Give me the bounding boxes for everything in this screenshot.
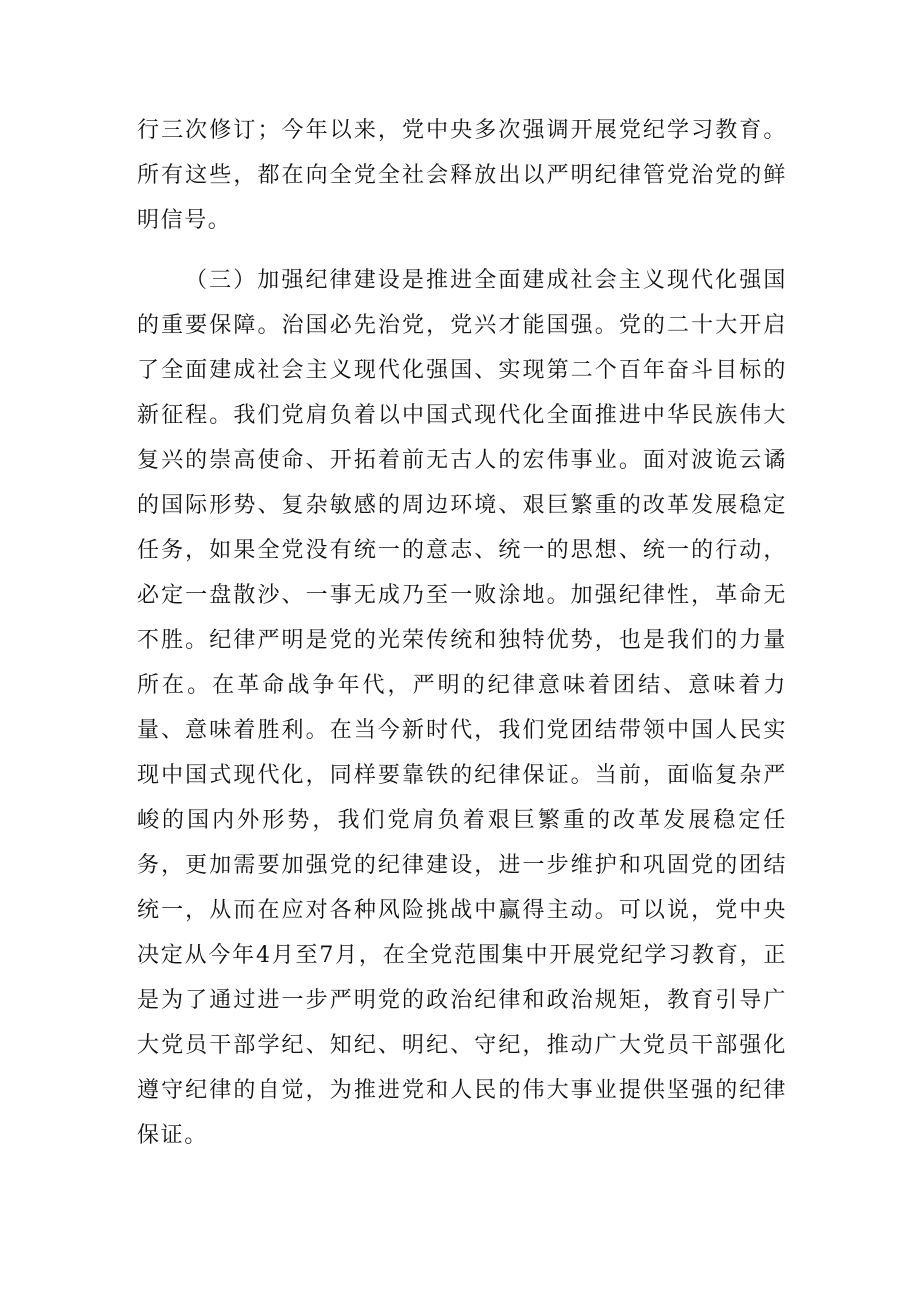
paragraph-section-3: （三）加强纪律建设是推进全面建成社会主义现代化强国的重要保障。治国必先治党，党兴才能国强。党的二十大开启了全面建成社会主义现代化强国、实现第二个百年奋斗目标的新征程。我们党肩负着以中国式现代化全面推进中华民族伟大复兴的崇高使命、开拓着前无古人的宏伟事业。面对波诡云谲的国际形势、复杂敏感的周边环境、艰巨繁重的改革发展稳定任务，如果全党没有统一的意志、统一的思想、统一的行动，必定一盘散沙、一事无成乃至一败涂地。加强纪律性，革命无不胜。纪律严明是党的光荣传统和独特优势，也是我们的力量所在。在革命战争年代，严明的纪律意味着团结、意味着力量、意味着胜利。在当今新时代，我们党团结带领中国人民实现中国式现代化，同样要靠铁的纪律保证。当前，面临复杂严峻的国内外形势，我们党肩负着艰巨繁重的改革发展稳定任务，更加需要加强党的纪律建设，进一步维护和巩固党的团结统一，从而在应对各种风险挑战中赢得主动。可以说，党中央决定从今年4月至7月，在全党范围集中开展党纪学习教育，正是为了通过进一步严明党的政治纪律和政治规矩，教育引导广大党员干部学纪、知纪、明纪、守纪，推动广大党员干部强化遵守纪律的自觉，为推进党和人民的伟大事业提供坚强的纪律保证。: [137, 268, 787, 1148]
document-body: [137, 108, 787, 1158]
paragraph-continued: 行三次修订；今年以来，党中央多次强调开展党纪学习教育。所有这些，都在向全党全社会释放出以严明纪律管党治党的鲜明信号。: [137, 118, 787, 233]
